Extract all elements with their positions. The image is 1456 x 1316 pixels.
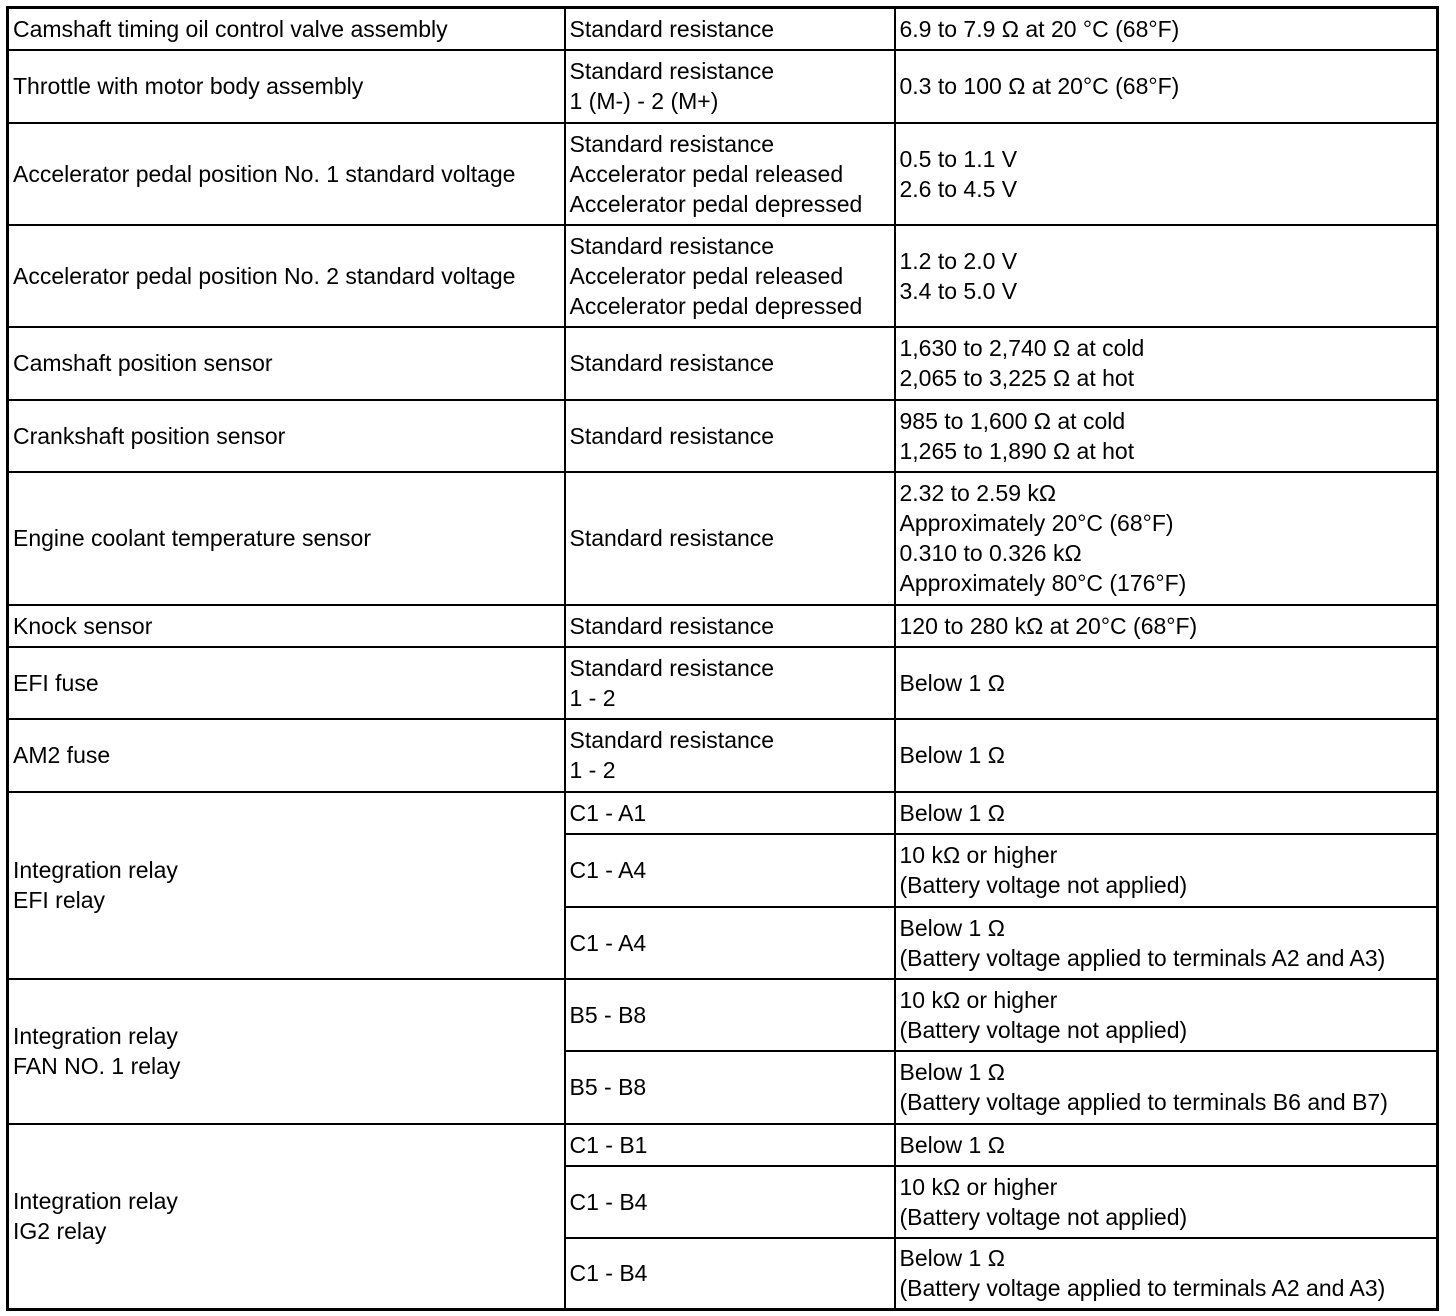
component-cell: Camshaft timing oil control valve assembly	[8, 8, 565, 50]
table-row	[8, 719, 1438, 792]
condition-cell: Standard resistance Accelerator pedal released Accelerator pedal depressed	[565, 225, 895, 327]
component-cell: EFI fuse	[8, 647, 565, 719]
condition-cell: B5 - B8	[565, 1051, 895, 1124]
table-row	[8, 979, 1438, 1051]
component-cell: Integration relay IG2 relay	[8, 1124, 565, 1310]
table-row	[8, 8, 1438, 50]
spec-cell: 0.3 to 100 Ω at 20°C (68°F)	[895, 50, 1438, 123]
spec-cell: Below 1 Ω (Battery voltage applied to terminals B6 and B7)	[895, 1051, 1438, 1124]
condition-cell: Standard resistance 1 - 2	[565, 719, 895, 792]
spec-cell: Below 1 Ω	[895, 792, 1438, 834]
table-row	[8, 1124, 1438, 1166]
table-row	[8, 50, 1438, 123]
component-cell: Accelerator pedal position No. 2 standard voltage	[8, 225, 565, 327]
component-cell: Knock sensor	[8, 605, 565, 647]
table-row	[8, 472, 1438, 605]
spec-cell: 0.5 to 1.1 V 2.6 to 4.5 V	[895, 123, 1438, 225]
condition-cell: C1 - A4	[565, 834, 895, 907]
table-row	[8, 327, 1438, 400]
spec-cell: Below 1 Ω	[895, 1124, 1438, 1166]
spec-cell: Below 1 Ω	[895, 647, 1438, 719]
spec-cell: 985 to 1,600 Ω at cold 1,265 to 1,890 Ω at hot	[895, 400, 1438, 472]
component-cell: AM2 fuse	[8, 719, 565, 792]
component-cell: Camshaft position sensor	[8, 327, 565, 400]
spec-cell: 1.2 to 2.0 V 3.4 to 5.0 V	[895, 225, 1438, 327]
spec-cell: 120 to 280 kΩ at 20°C (68°F)	[895, 605, 1438, 647]
spec-cell: 1,630 to 2,740 Ω at cold 2,065 to 3,225 Ω at hot	[895, 327, 1438, 400]
table-row	[8, 123, 1438, 225]
spec-cell: Below 1 Ω (Battery voltage applied to terminals A2 and A3)	[895, 907, 1438, 979]
component-cell: Integration relay EFI relay	[8, 792, 565, 979]
spec-cell: 6.9 to 7.9 Ω at 20 °C (68°F)	[895, 8, 1438, 50]
condition-cell: C1 - B4	[565, 1166, 895, 1238]
condition-cell: Standard resistance Accelerator pedal released Accelerator pedal depressed	[565, 123, 895, 225]
condition-cell: Standard resistance	[565, 605, 895, 647]
condition-cell: Standard resistance	[565, 327, 895, 400]
component-cell: Crankshaft position sensor	[8, 400, 565, 472]
component-cell: Accelerator pedal position No. 1 standard voltage	[8, 123, 565, 225]
table-row	[8, 792, 1438, 834]
component-cell: Integration relay FAN NO. 1 relay	[8, 979, 565, 1124]
spec-cell: 10 kΩ or higher (Battery voltage not applied)	[895, 1166, 1438, 1238]
spec-cell: 10 kΩ or higher (Battery voltage not applied)	[895, 834, 1438, 907]
table-row	[8, 605, 1438, 647]
condition-cell: Standard resistance 1 - 2	[565, 647, 895, 719]
condition-cell: Standard resistance	[565, 400, 895, 472]
condition-cell: Standard resistance 1 (M-) - 2 (M+)	[565, 50, 895, 123]
specification-table	[6, 6, 1439, 1311]
component-cell: Engine coolant temperature sensor	[8, 472, 565, 605]
condition-cell: Standard resistance	[565, 8, 895, 50]
spec-cell: Below 1 Ω (Battery voltage applied to terminals A2 and A3)	[895, 1238, 1438, 1310]
table-row	[8, 225, 1438, 327]
spec-cell: 10 kΩ or higher (Battery voltage not applied)	[895, 979, 1438, 1051]
condition-cell: C1 - B4	[565, 1238, 895, 1310]
component-cell: Throttle with motor body assembly	[8, 50, 565, 123]
condition-cell: C1 - A4	[565, 907, 895, 979]
condition-cell: Standard resistance	[565, 472, 895, 605]
condition-cell: C1 - B1	[565, 1124, 895, 1166]
condition-cell: B5 - B8	[565, 979, 895, 1051]
table-row	[8, 400, 1438, 472]
spec-cell: 2.32 to 2.59 kΩ Approximately 20°C (68°F) 0.310 to 0.326 kΩ Approximately 80°C (176°F)	[895, 472, 1438, 605]
table-row	[8, 647, 1438, 719]
condition-cell: C1 - A1	[565, 792, 895, 834]
spec-cell: Below 1 Ω	[895, 719, 1438, 792]
